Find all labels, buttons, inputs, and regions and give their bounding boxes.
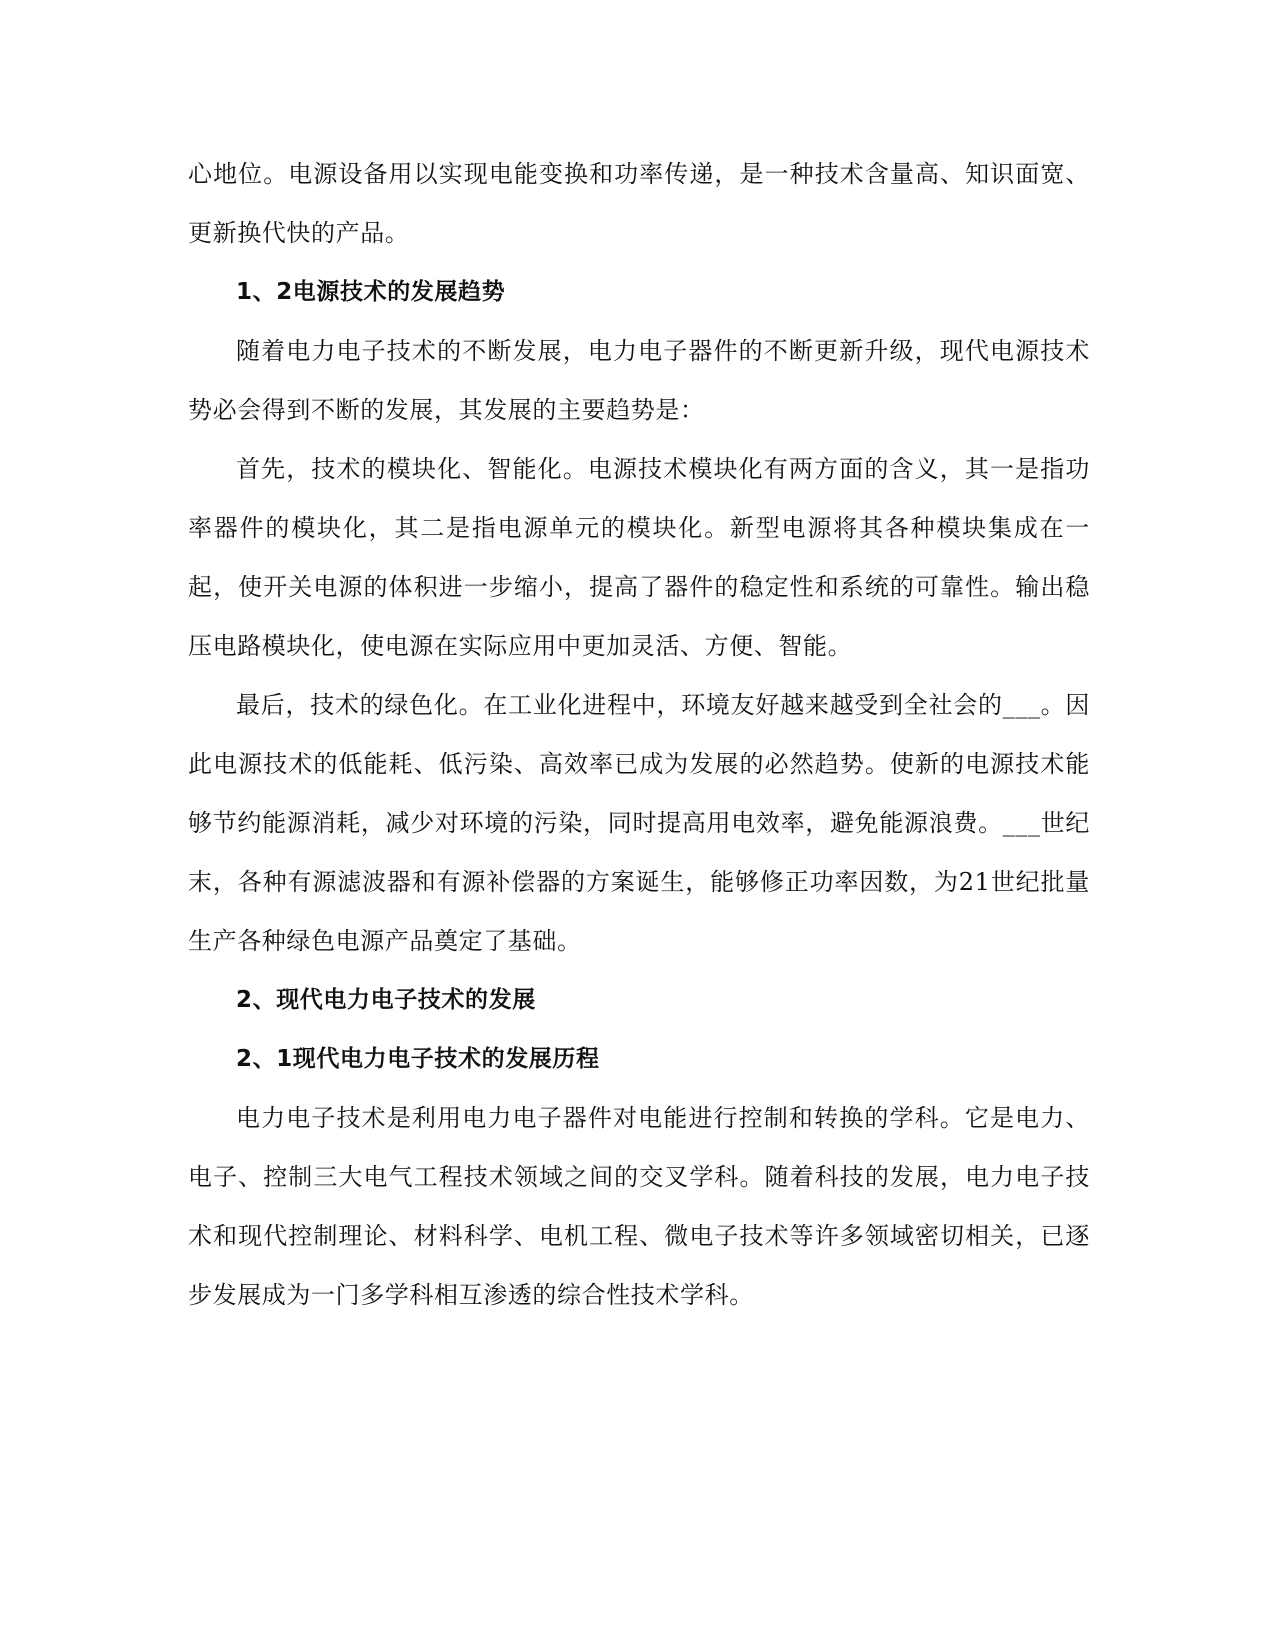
section-heading-2-1: 2、1现代电力电子技术的发展历程: [236, 1046, 600, 1072]
document-body: [188, 145, 1090, 1325]
paragraph-continuation: 心地位。电源设备用以实现电能变换和功率传递，是一种技术含量高、知识面宽、更新换代快的产品。: [188, 160, 1090, 247]
paragraph-power-electronics: 电力电子技术是利用电力电子器件对电能进行控制和转换的学科。它是电力、电子、控制三大电气工程技术领域之间的交叉学科。随着科技的发展，电力电子技术和现代控制理论、材料科学、电机工程、微电子技术等许多领域密切相关，已逐步发展成为一门多学科相互渗透的综合性技术学科。: [188, 1104, 1090, 1309]
paragraph-modularization: 首先，技术的模块化、智能化。电源技术模块化有两方面的含义，其一是指功率器件的模块化，其二是指电源单元的模块化。新型电源将其各种模块集成在一起，使开关电源的体积进一步缩小，提高了器件的稳定性和系统的可靠性。输出稳压电路模块化，使电源在实际应用中更加灵活、方便、智能。: [188, 455, 1090, 660]
section-heading-2: 2、现代电力电子技术的发展: [236, 987, 536, 1013]
paragraph-trend-intro: 随着电力电子技术的不断发展，电力电子器件的不断更新升级，现代电源技术势必会得到不断的发展，其发展的主要趋势是：: [188, 337, 1090, 424]
paragraph-green: 最后，技术的绿色化。在工业化进程中，环境友好越来越受到全社会的___。因此电源技术的低能耗、低污染、高效率已成为发展的必然趋势。使新的电源技术能够节约能源消耗，减少对环境的污染，同时提高用电效率，避免能源浪费。___世纪末，各种有源滤波器和有源补偿器的方案诞生，能够修正功率因数，为21世纪批量生产各种绿色电源产品奠定了基础。: [188, 691, 1090, 955]
section-heading-1-2: 1、2电源技术的发展趋势: [236, 279, 506, 305]
